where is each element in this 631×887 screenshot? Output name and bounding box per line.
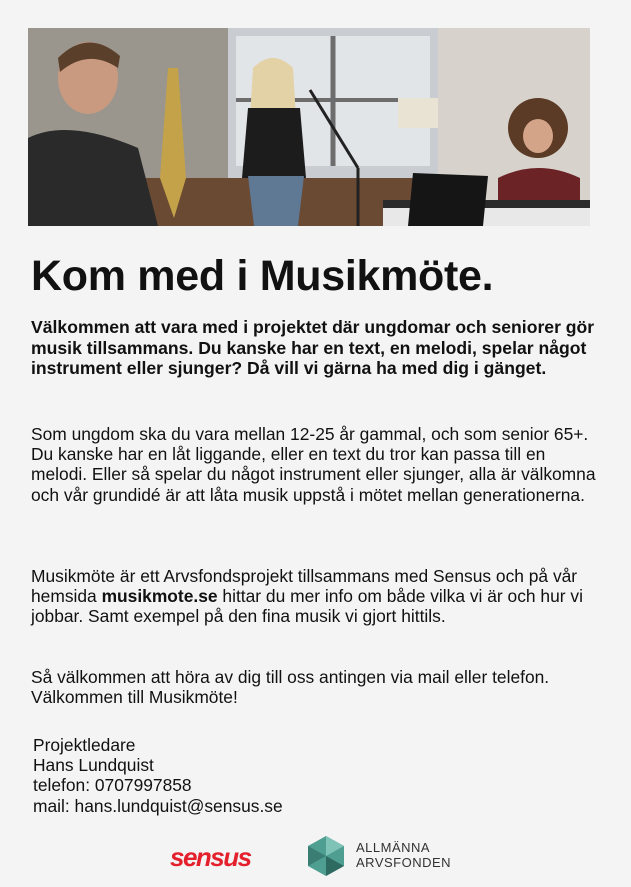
contact-role: Projektledare <box>33 735 136 755</box>
contact-block <box>33 735 283 816</box>
arvsfonden-line-2: ARVSFONDEN <box>356 855 452 870</box>
contact-phone[interactable]: telefon: 0707997858 <box>33 775 192 796</box>
arvsfonden-line-1: ALLMÄNNA <box>356 840 431 855</box>
contact-invitation-paragraph: Så välkommen att höra av dig till oss antingen via mail eller telefon. Välkommen till Musikmöte! <box>31 667 550 708</box>
contact-name: Hans Lundquist <box>33 755 154 776</box>
project-text-start: Musikmöte är ett Arvsfondsprojekt tillsammans med Sensus och på vår hemsida <box>31 566 578 607</box>
eligibility-paragraph: Som ungdom ska du vara mellan 12-25 år gammal, och som senior 65+. Du kanske har en låt liggande, eller en text du tror kan passa till en melodi. Eller så spelar du något instrument eller sjunger, alla är välkomna och vår grundidé är att låta musik uppstå i mötet mellan generationerna. <box>31 424 596 505</box>
hero-photo <box>28 28 590 226</box>
contact-mail[interactable]: mail: hans.lundquist@sensus.se <box>33 795 283 816</box>
arvsfonden-logo-icon <box>304 834 348 878</box>
intro-paragraph: Välkommen att vara med i projektet där ungdomar och seniorer gör musik tillsammans. Du kanske har en text, en melodi, spelar något instrument eller sjunger? Då vill vi gärna ha med dig i gänget. <box>31 317 595 378</box>
logo-row <box>170 832 470 880</box>
page-title: Kom med i Musikmöte. <box>31 252 494 300</box>
sensus-logo: sensus <box>170 842 251 872</box>
project-text-end: hittar du mer info om både vilka vi är och hur vi jobbar. Samt exempel på den fina musik vi gjort hittils. <box>31 586 583 627</box>
arvsfonden-logo-text <box>356 840 451 870</box>
project-paragraph <box>31 566 601 627</box>
website-link[interactable]: musikmote.se <box>101 586 218 607</box>
